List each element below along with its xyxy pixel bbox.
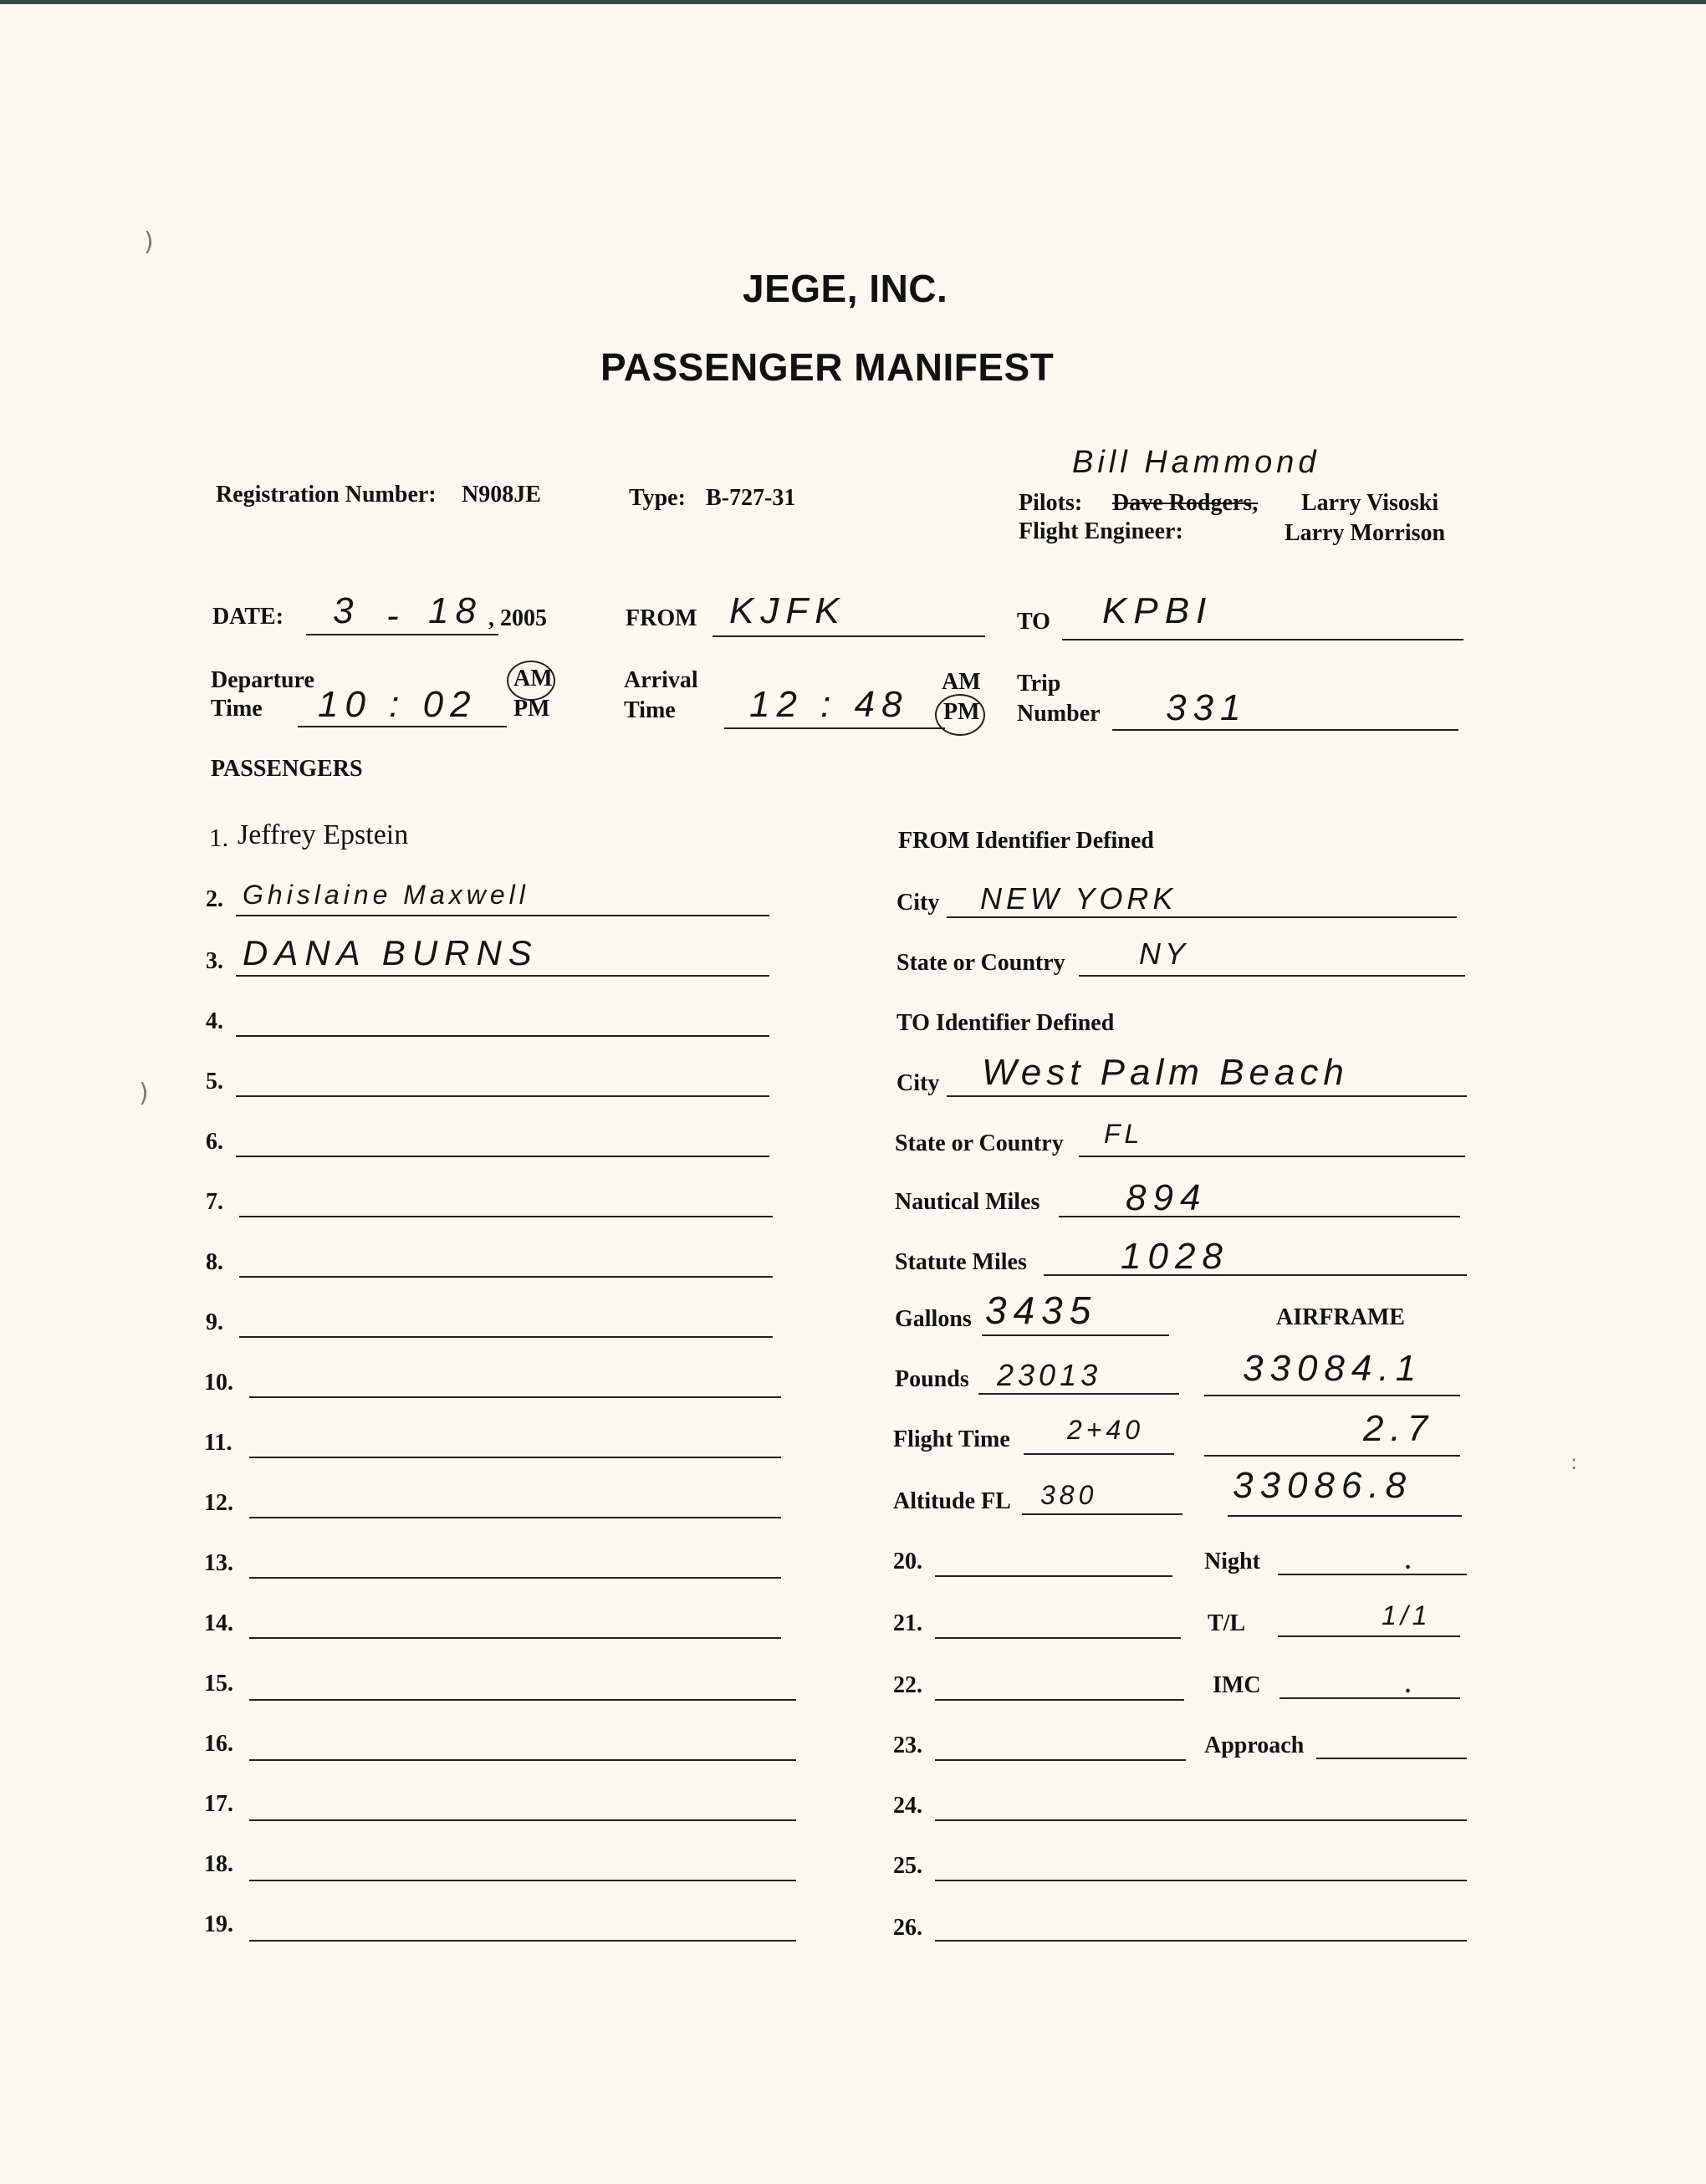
date-year: , 2005 <box>488 605 547 631</box>
passenger-number: 13. <box>204 1550 233 1576</box>
gallons-label: Gallons <box>895 1306 972 1332</box>
extra-row-number: 23. <box>893 1732 922 1758</box>
arrival-label-2: Time <box>624 697 676 723</box>
date-label: DATE: <box>212 604 284 630</box>
pounds-label: Pounds <box>895 1366 969 1392</box>
from-value: KJFK <box>729 590 846 631</box>
passenger-number: 7. <box>206 1189 223 1215</box>
departure-label-2: Time <box>211 696 263 722</box>
passenger-name: DANA BURNS <box>243 933 539 972</box>
passenger-number: 19. <box>204 1911 233 1937</box>
airframe-flight-hours: 2.7 <box>1363 1408 1435 1449</box>
tl-value: 1/1 <box>1382 1600 1432 1630</box>
night-value: . <box>1405 1549 1411 1574</box>
registration-value: N908JE <box>462 482 541 508</box>
airframe-heading: AIRFRAME <box>1276 1304 1405 1330</box>
to-identifier-heading: TO Identifier Defined <box>896 1010 1115 1036</box>
engineer-label: Flight Engineer: <box>1019 518 1183 544</box>
passenger-number: 4. <box>206 1008 223 1034</box>
passenger-number: 8. <box>206 1249 223 1275</box>
date-month: 3 <box>333 590 360 631</box>
gallons-value: 3435 <box>985 1288 1098 1332</box>
passenger-number: 5. <box>206 1069 223 1095</box>
extra-row-number: 25. <box>893 1853 922 1879</box>
arrival-label-1: Arrival <box>624 667 698 693</box>
from-state-label: State or Country <box>896 950 1065 976</box>
pilot-handwritten: Bill Hammond <box>1072 445 1320 480</box>
scan-mark: ) <box>144 227 154 257</box>
approach-label: Approach <box>1204 1732 1305 1758</box>
passenger-number: 14. <box>204 1610 233 1636</box>
trip-number: 331 <box>1166 687 1248 728</box>
flight-time-value: 2+40 <box>1067 1415 1145 1445</box>
flight-time-label: Flight Time <box>893 1426 1010 1452</box>
pounds-value: 23013 <box>997 1358 1102 1392</box>
passenger-number: 15. <box>204 1671 233 1697</box>
arrival-am: AM <box>942 669 981 695</box>
arrival-time: 12 : 48 <box>749 684 909 725</box>
altitude-label: Altitude FL <box>893 1488 1011 1514</box>
arrival-pm: PM <box>943 699 980 725</box>
extra-row-number: 20. <box>893 1549 922 1574</box>
trip-label-1: Trip <box>1017 671 1061 697</box>
registration-label: Registration Number: <box>216 482 437 508</box>
from-city-value: NEW YORK <box>980 881 1177 916</box>
airframe-total-end: 33086.8 <box>1233 1465 1413 1506</box>
night-label: Night <box>1204 1549 1260 1574</box>
passengers-heading: PASSENGERS <box>211 756 363 782</box>
passenger-number: 18. <box>204 1851 233 1877</box>
pilots-label: Pilots: <box>1019 490 1083 516</box>
passenger-number: 16. <box>204 1731 233 1757</box>
from-state-value: NY <box>1139 936 1190 971</box>
statute-miles-value: 1028 <box>1121 1236 1229 1277</box>
imc-label: IMC <box>1213 1672 1261 1698</box>
tl-label: T/L <box>1208 1610 1246 1636</box>
passenger-name: Ghislaine Maxwell <box>243 880 529 910</box>
nautical-miles-label: Nautical Miles <box>895 1189 1040 1215</box>
scan-mark: : <box>1571 1451 1578 1474</box>
date-day: 18 <box>428 590 483 631</box>
scan-mark: ) <box>139 1079 149 1108</box>
from-city-label: City <box>896 890 940 916</box>
scan-top-edge <box>0 0 1706 4</box>
extra-row-number: 22. <box>893 1672 922 1698</box>
passenger-number: 2. <box>206 886 223 912</box>
extra-row-number: 26. <box>893 1915 922 1941</box>
to-label: TO <box>1017 609 1050 635</box>
passenger-number: 1. <box>209 823 229 852</box>
from-identifier-heading: FROM Identifier Defined <box>898 828 1154 854</box>
passenger-number: 12. <box>204 1490 233 1516</box>
passenger-number: 17. <box>204 1791 233 1817</box>
passenger-number: 3. <box>206 948 223 974</box>
passenger-number: 11. <box>204 1430 232 1456</box>
passenger-name: Jeffrey Epstein <box>238 819 409 850</box>
nautical-miles-value: 894 <box>1126 1177 1208 1218</box>
type-label: Type: <box>629 485 686 511</box>
airframe-total-start: 33084.1 <box>1243 1348 1423 1389</box>
passenger-number: 6. <box>206 1129 223 1155</box>
from-label: FROM <box>626 605 697 631</box>
form-title: PASSENGER MANIFEST <box>600 345 1055 389</box>
to-city-label: City <box>896 1070 940 1096</box>
engineer-name: Larry Morrison <box>1285 520 1446 546</box>
to-value: KPBI <box>1102 590 1213 631</box>
to-city-value: West Palm Beach <box>982 1052 1349 1093</box>
company-name: JEGE, INC. <box>743 267 948 310</box>
imc-value: . <box>1405 1672 1411 1698</box>
extra-row-number: 21. <box>893 1610 922 1636</box>
passenger-number: 9. <box>206 1309 223 1335</box>
departure-time: 10 : 02 <box>318 684 478 725</box>
type-value: B-727-31 <box>706 485 796 511</box>
trip-label-2: Number <box>1017 701 1101 727</box>
departure-am: AM <box>513 666 553 691</box>
pilot-name: Larry Visoski <box>1301 490 1439 516</box>
passenger-number: 10. <box>204 1370 233 1396</box>
to-state-value: FL <box>1104 1119 1144 1149</box>
departure-label-1: Departure <box>211 667 314 693</box>
pilot-struck-name: Dave Rodgers, <box>1112 490 1259 516</box>
date-separator: - <box>386 595 406 636</box>
statute-miles-label: Statute Miles <box>895 1249 1027 1275</box>
extra-row-number: 24. <box>893 1793 922 1819</box>
altitude-value: 380 <box>1040 1480 1098 1510</box>
to-state-label: State or Country <box>895 1130 1064 1156</box>
departure-pm: PM <box>513 696 550 722</box>
